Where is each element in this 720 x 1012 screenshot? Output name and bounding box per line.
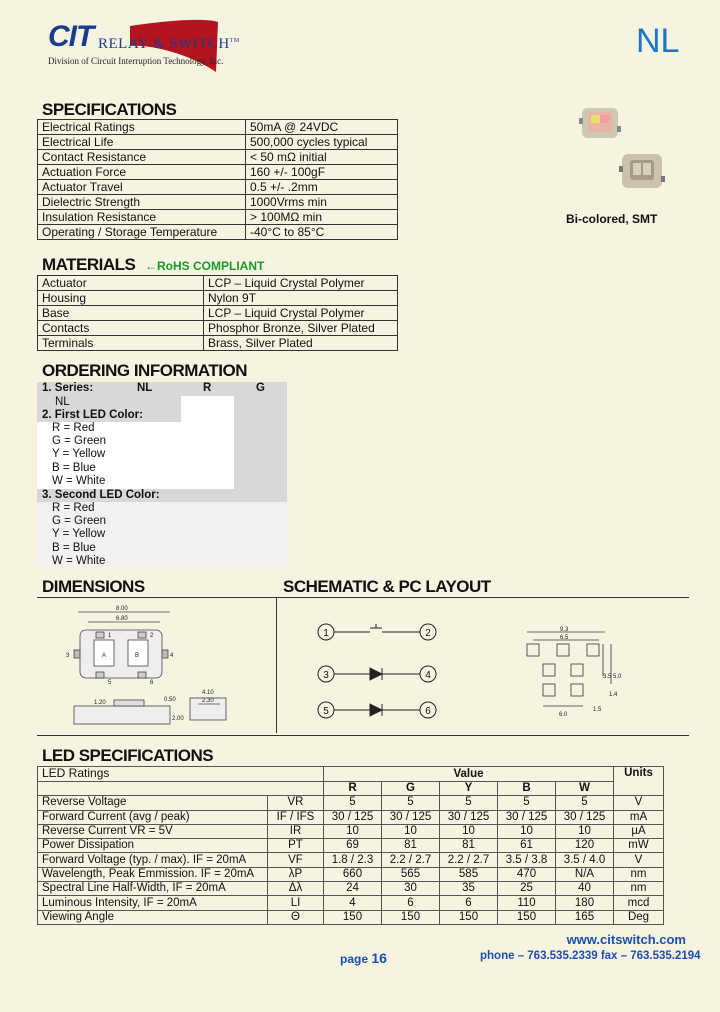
table-row <box>38 135 398 150</box>
table-row <box>38 810 664 824</box>
code-series: NL <box>137 382 153 394</box>
spec-value: 500,000 cycles typical <box>246 135 398 150</box>
unit-cell: µA <box>614 824 664 838</box>
value-cell: N/A <box>556 867 614 881</box>
spec-label: Contact Resistance <box>38 150 246 165</box>
rating-name: Power Dissipation <box>38 839 268 853</box>
list-item: G = Green <box>52 435 107 448</box>
dim-label: 4 <box>170 653 174 659</box>
spec-label: Dielectric Strength <box>38 195 246 210</box>
dim-label: 2.00 <box>172 716 184 722</box>
table-row <box>38 210 398 225</box>
value-cell: 2.2 / 2.7 <box>440 853 498 867</box>
first-color-options <box>52 422 106 488</box>
list-item: B = Blue <box>52 461 96 474</box>
logo-cit: CIT <box>48 20 94 53</box>
value-cell: 30 <box>382 882 440 896</box>
series-label: 1. Series: <box>42 382 94 394</box>
rating-name: Spectral Line Half-Width, IF = 20mA <box>38 882 268 896</box>
table-row <box>38 796 664 810</box>
dim-label: 6 <box>150 680 154 686</box>
value-cell: 660 <box>324 867 382 881</box>
value-cell: 150 <box>440 910 498 924</box>
dim-label: 5 <box>108 680 112 686</box>
rating-name: Wavelength, Peak Emmission. IF = 20mA <box>38 867 268 881</box>
value-cell: 30 / 125 <box>440 810 498 824</box>
unit-cell: mcd <box>614 896 664 910</box>
value-cell: 30 / 125 <box>556 810 614 824</box>
dim-label: B <box>135 653 140 659</box>
material-value: Brass, Silver Plated <box>204 336 398 351</box>
table-row <box>38 306 398 321</box>
value-cell: 180 <box>556 896 614 910</box>
pin-label: 5 <box>323 706 329 717</box>
table-row <box>38 867 664 881</box>
pin-label: 6 <box>425 706 431 717</box>
value-cell: 150 <box>382 910 440 924</box>
table-row <box>38 853 664 867</box>
material-part: Housing <box>38 291 204 306</box>
value-cell: 1.8 / 2.3 <box>324 853 382 867</box>
logo-relay-switch: RELAY & SWITCH™ <box>98 36 240 52</box>
unit-cell: nm <box>614 882 664 896</box>
value-cell: 565 <box>382 867 440 881</box>
rating-symbol: LI <box>268 896 324 910</box>
led-spec-heading: LED SPECIFICATIONS <box>42 746 214 765</box>
spec-label: Actuator Travel <box>38 180 246 195</box>
value-cell: 5 <box>324 796 382 810</box>
value-cell: 30 / 125 <box>498 810 556 824</box>
dim-label: 3 <box>66 653 70 659</box>
table-row <box>38 165 398 180</box>
table-row <box>38 882 664 896</box>
value-cell: 5 <box>440 796 498 810</box>
value-cell: 40 <box>556 882 614 896</box>
pin-label: 1 <box>323 628 329 639</box>
list-item: W = White <box>52 474 106 487</box>
value-cell: 120 <box>556 839 614 853</box>
code-first: R <box>203 382 212 394</box>
value-cell: 35 <box>440 882 498 896</box>
rating-name: Luminous Intensity, IF = 20mA <box>38 896 268 910</box>
value-cell: 24 <box>324 882 382 896</box>
spec-value: 50mA @ 24VDC <box>246 120 398 135</box>
dim-label: 0.50 <box>164 697 176 703</box>
color-col-header: W <box>556 782 614 796</box>
rating-symbol: IF / IFS <box>268 810 324 824</box>
value-cell: 61 <box>498 839 556 853</box>
table-row <box>38 120 398 135</box>
material-part: Base <box>38 306 204 321</box>
second-code-col <box>234 409 287 489</box>
dim-label: A <box>102 653 107 659</box>
spec-value: 0.5 +/- .2mm <box>246 180 398 195</box>
series-code: NL <box>636 22 680 60</box>
schematic-heading: SCHEMATIC & PC LAYOUT <box>283 577 491 596</box>
material-value: Phosphor Bronze, Silver Plated <box>204 321 398 336</box>
value-cell: 10 <box>498 824 556 838</box>
dim-label: 8.00 <box>116 606 128 612</box>
code-second: G <box>256 382 265 394</box>
spec-value: 160 +/- 100gF <box>246 165 398 180</box>
dimensions-heading: DIMENSIONS <box>42 577 145 596</box>
value-cell: 150 <box>498 910 556 924</box>
dim-label: 2.30 <box>202 698 214 704</box>
table-row <box>38 839 664 853</box>
series-option: NL <box>55 396 70 408</box>
header-units: Units <box>614 767 664 796</box>
table-row <box>38 195 398 210</box>
value-cell: 3.5 / 3.8 <box>498 853 556 867</box>
rating-symbol: PT <box>268 839 324 853</box>
table-row <box>38 150 398 165</box>
spec-value: > 100MΩ min <box>246 210 398 225</box>
logo-division: Division of Circuit Interruption Technology, Inc. <box>48 56 224 66</box>
rating-symbol: VF <box>268 853 324 867</box>
ordering-box <box>37 382 287 566</box>
list-item: Y = Yellow <box>52 528 106 541</box>
table-row <box>38 824 664 838</box>
value-cell: 2.2 / 2.7 <box>382 853 440 867</box>
dim-label: 6.80 <box>116 616 128 622</box>
rating-name: Reverse Voltage <box>38 796 268 810</box>
product-photo <box>562 98 682 208</box>
table-row <box>38 276 398 291</box>
dim-label: 1.20 <box>94 700 106 706</box>
value-cell: 6 <box>440 896 498 910</box>
contact-phone-fax: phone – 763.535.2339 fax – 763.535.2194 <box>480 950 701 962</box>
list-item: Y = Yellow <box>52 448 106 461</box>
specifications-table <box>37 119 398 240</box>
rating-symbol: Θ <box>268 910 324 924</box>
value-cell: 25 <box>498 882 556 896</box>
rating-symbol: VR <box>268 796 324 810</box>
list-item: R = Red <box>52 422 95 434</box>
materials-heading: MATERIALS <box>42 255 136 274</box>
unit-cell: V <box>614 853 664 867</box>
spec-label: Actuation Force <box>38 165 246 180</box>
header-value: Value <box>324 767 614 782</box>
value-cell: 3.5 / 4.0 <box>556 853 614 867</box>
material-part: Terminals <box>38 336 204 351</box>
material-value: LCP – Liquid Crystal Polymer <box>204 276 398 291</box>
table-row <box>38 291 398 306</box>
layout-dim: 9.3 <box>560 627 569 633</box>
value-cell: 69 <box>324 839 382 853</box>
dimensions-drawing <box>60 600 270 730</box>
pin-label: 4 <box>425 670 431 681</box>
material-part: Actuator <box>38 276 204 291</box>
color-col-header: G <box>382 782 440 796</box>
table-header-row <box>38 767 664 782</box>
spec-label: Operating / Storage Temperature <box>38 225 246 240</box>
unit-cell: mA <box>614 810 664 824</box>
value-cell: 81 <box>382 839 440 853</box>
section-divider <box>37 597 689 598</box>
dim-label: 4.10 <box>202 690 214 696</box>
page-number: page 16 <box>340 950 387 966</box>
color-col-header: Y <box>440 782 498 796</box>
second-color-label: 3. Second LED Color: <box>42 489 160 501</box>
value-cell: 5 <box>382 796 440 810</box>
section-divider-vertical <box>276 597 277 733</box>
table-row <box>38 225 398 240</box>
list-item: R = Red <box>52 502 95 514</box>
rohs-badge: ←RoHS COMPLIANT <box>145 259 265 273</box>
rating-symbol: Δλ <box>268 882 324 896</box>
website-link[interactable]: www.citswitch.com <box>566 932 686 947</box>
color-col-header: R <box>324 782 382 796</box>
layout-dim: 3.5 <box>603 674 612 680</box>
table-header-row <box>38 782 664 796</box>
section-divider <box>37 735 689 736</box>
table-row <box>38 896 664 910</box>
unit-cell: V <box>614 796 664 810</box>
layout-dim: 1.5 <box>593 707 602 713</box>
value-cell: 30 / 125 <box>324 810 382 824</box>
layout-dim: 6.5 <box>560 635 569 641</box>
spec-value: < 50 mΩ initial <box>246 150 398 165</box>
dim-label: 2 <box>150 633 154 639</box>
value-cell: 30 / 125 <box>382 810 440 824</box>
value-cell: 10 <box>440 824 498 838</box>
value-cell: 10 <box>382 824 440 838</box>
pin-label: 3 <box>323 670 329 681</box>
rating-name: Forward Current (avg / peak) <box>38 810 268 824</box>
table-row <box>38 336 398 351</box>
value-cell: 150 <box>324 910 382 924</box>
specifications-heading: SPECIFICATIONS <box>42 100 177 119</box>
header-blank <box>38 782 324 796</box>
header-ratings: LED Ratings <box>38 767 324 782</box>
spec-label: Insulation Resistance <box>38 210 246 225</box>
rating-name: Viewing Angle <box>38 910 268 924</box>
list-item: B = Blue <box>52 541 96 554</box>
photo-caption: Bi-colored, SMT <box>566 212 658 226</box>
materials-table <box>37 275 398 351</box>
pc-layout-drawing <box>515 622 665 722</box>
table-row <box>38 180 398 195</box>
value-cell: 110 <box>498 896 556 910</box>
layout-dim: 5.0 <box>613 674 622 680</box>
table-row <box>38 910 664 924</box>
rating-symbol: IR <box>268 824 324 838</box>
layout-dim: 6.0 <box>559 712 568 718</box>
rating-symbol: λP <box>268 867 324 881</box>
dim-label: 1 <box>108 633 112 639</box>
rating-name: Forward Voltage (typ. / max). IF = 20mA <box>38 853 268 867</box>
value-cell: 5 <box>556 796 614 810</box>
spec-label: Electrical Ratings <box>38 120 246 135</box>
second-color-options <box>52 502 106 568</box>
spec-label: Electrical Life <box>38 135 246 150</box>
color-col-header: B <box>498 782 556 796</box>
unit-cell: mW <box>614 839 664 853</box>
pin-label: 2 <box>425 628 431 639</box>
rating-name: Reverse Current VR = 5V <box>38 824 268 838</box>
value-cell: 585 <box>440 867 498 881</box>
material-value: LCP – Liquid Crystal Polymer <box>204 306 398 321</box>
value-cell: 165 <box>556 910 614 924</box>
material-value: Nylon 9T <box>204 291 398 306</box>
unit-cell: Deg <box>614 910 664 924</box>
value-cell: 470 <box>498 867 556 881</box>
unit-cell: nm <box>614 867 664 881</box>
value-cell: 6 <box>382 896 440 910</box>
table-row <box>38 321 398 336</box>
material-part: Contacts <box>38 321 204 336</box>
second-code-bar <box>234 396 287 409</box>
value-cell: 5 <box>498 796 556 810</box>
ordering-heading: ORDERING INFORMATION <box>42 361 248 380</box>
value-cell: 81 <box>440 839 498 853</box>
schematic-drawing <box>310 618 460 728</box>
spec-value: 1000Vrms min <box>246 195 398 210</box>
first-color-label: 2. First LED Color: <box>42 409 143 421</box>
layout-dim: 1.4 <box>609 692 618 698</box>
value-cell: 10 <box>324 824 382 838</box>
spec-value: -40°C to 85°C <box>246 225 398 240</box>
list-item: W = White <box>52 554 106 567</box>
value-cell: 10 <box>556 824 614 838</box>
led-spec-table <box>37 766 664 925</box>
list-item: G = Green <box>52 515 107 528</box>
value-cell: 4 <box>324 896 382 910</box>
